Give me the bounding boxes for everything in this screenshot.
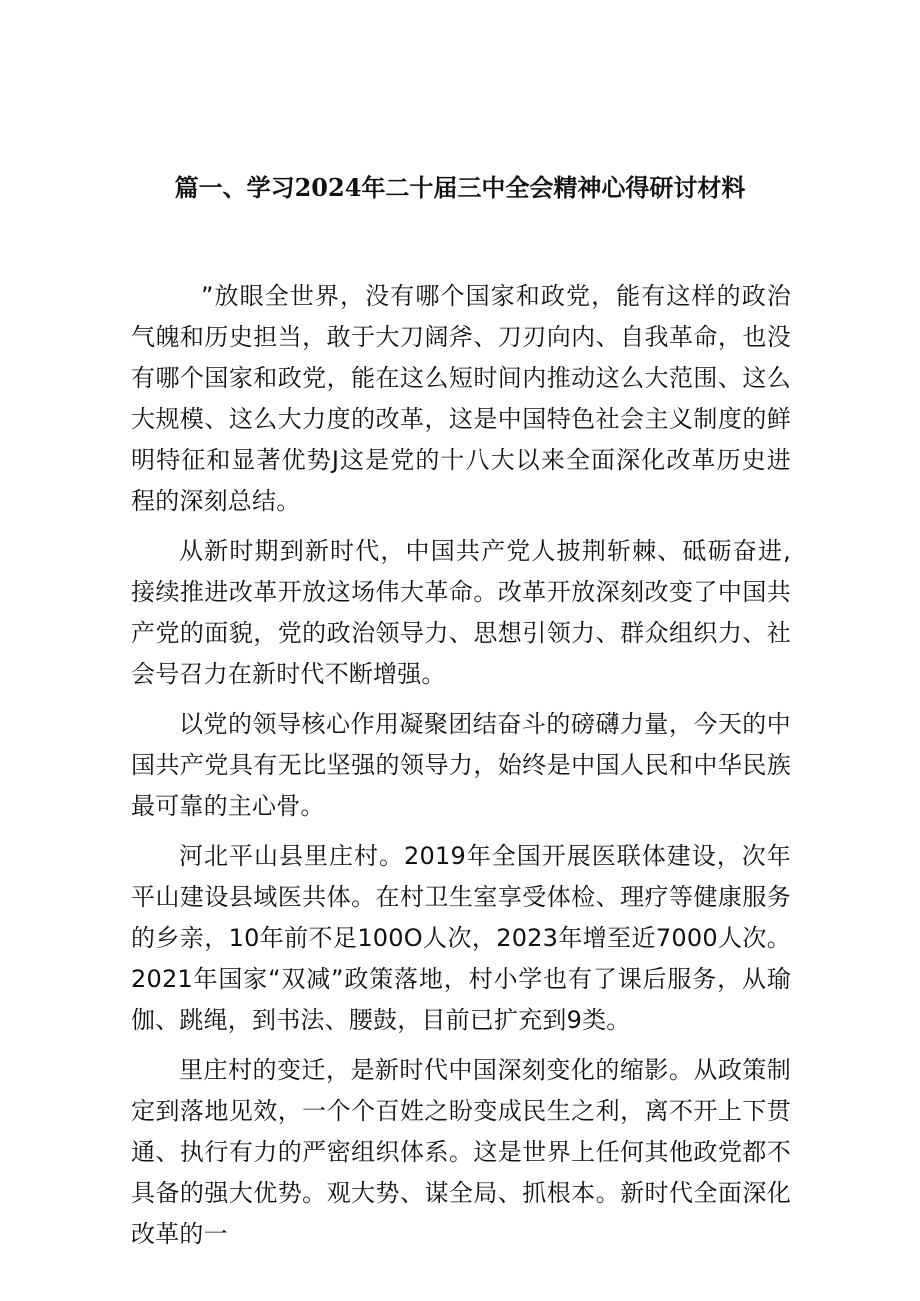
paragraph-3: 以党的领导核心作用凝聚团结奋斗的磅礴力量，今天的中国共产党具有无比坚强的领导力，始终是中国人民和中华民族最可靠的主心骨。 <box>131 710 791 820</box>
paragraph-1: ”放眼全世界，没有哪个国家和政党，能有这样的政治气魄和历史担当，敢于大刀阔斧、刀刃向内、自我革命，也没有哪个国家和政党，能在这么短时间内推动这么大范围、这么大规模、这么大力度的改革，这是中国特色社会主义制度的鲜明特征和显著优势J这是党的十八大以来全面深化改革历史进程的深刻总结。 <box>131 282 791 515</box>
document-title: 篇一、学习2024年二十届三中全会精神心得研讨材料 <box>174 173 746 202</box>
paragraph-5: 里庄村的变迁，是新时代中国深刻变化的缩影。从政策制定到落地见效，一个个百姓之盼变成民生之利，离不开上下贯通、执行有力的严密组织体系。这是世界上任何其他政党都不具备的强大优势。观大势、谋全局、抓根本。新时代全面深化改革的一 <box>131 1056 791 1248</box>
document-body <box>131 276 791 1264</box>
paragraph-4: 河北平山县里庄村。2019年全国开展医联体建设，次年平山建设县域医共体。在村卫生室享受体检、理疗等健康服务的乡亲，10年前不足100O人次，2023年增至近7000人次。2021年国家“双减”政策落地，村小学也有了课后服务，从瑜伽、跳绳，到书法、腰鼓，目前已扩充到9类。 <box>131 842 791 1034</box>
paragraph-2: 从新时期到新时代，中国共产党人披荆斩棘、砥砺奋进,接续推进改革开放这场伟大革命。改革开放深刻改变了中国共产党的面貌，党的政治领导力、思想引领力、群众组织力、社会号召力在新时代不断增强。 <box>131 537 791 688</box>
